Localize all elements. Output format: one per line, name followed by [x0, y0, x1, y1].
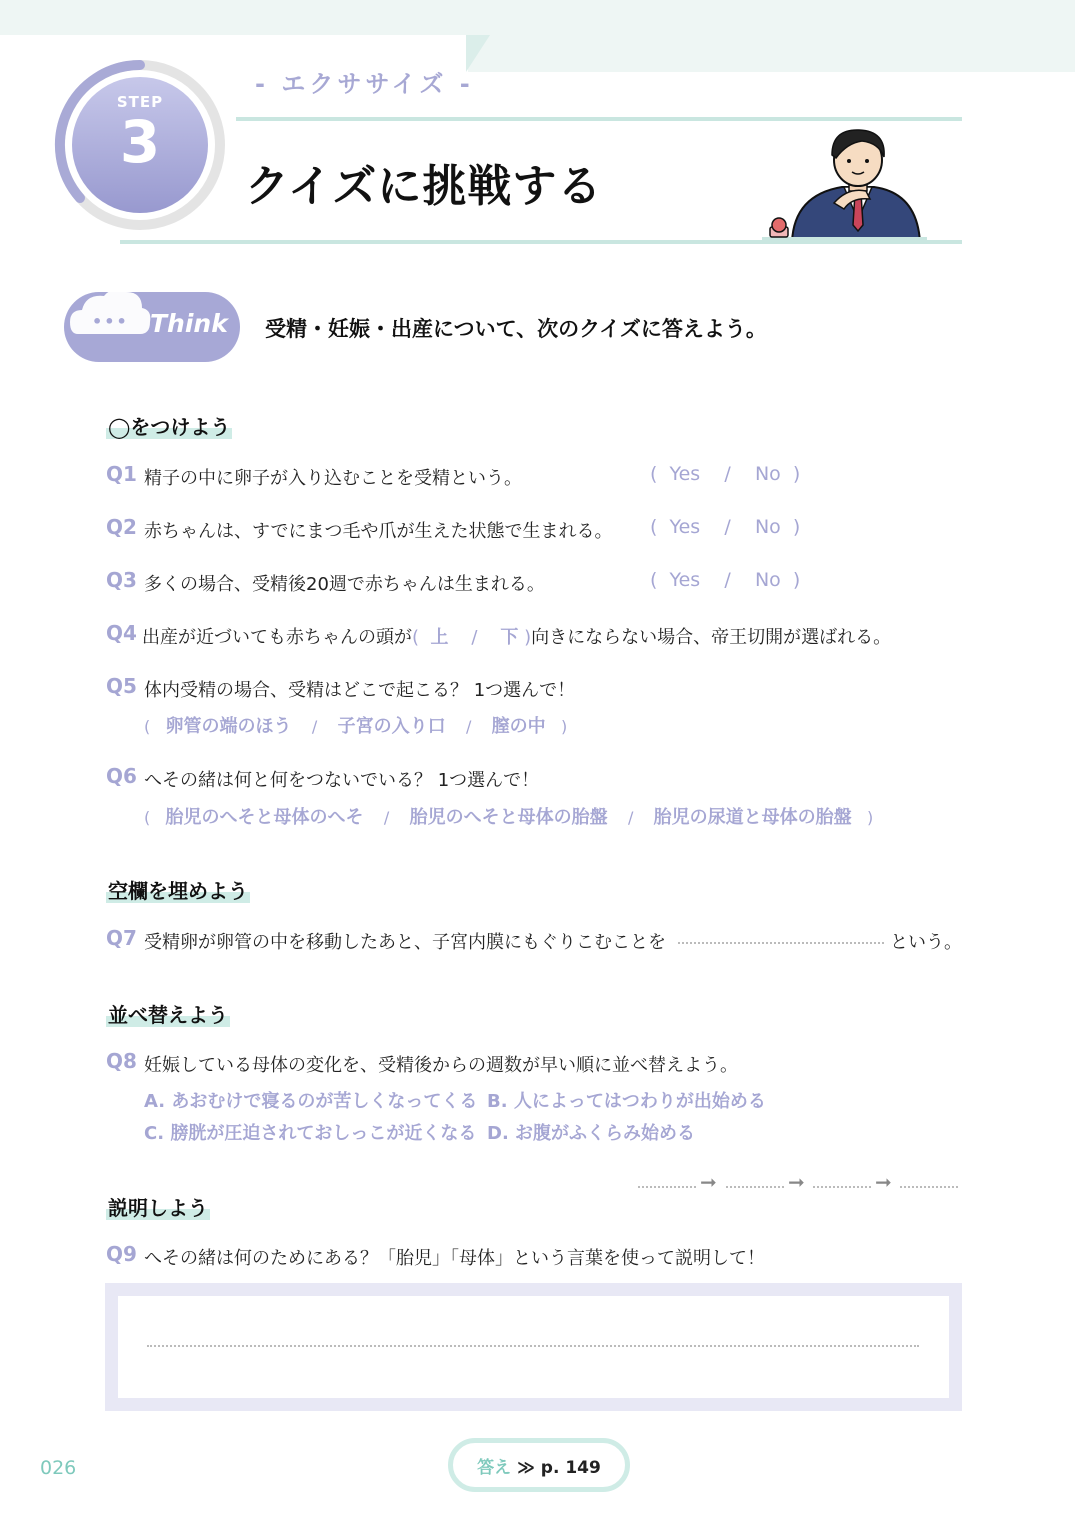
q7-number: Q7 [106, 926, 137, 950]
arrow-icon: ➞ [875, 1170, 892, 1194]
q9-number: Q9 [106, 1242, 137, 1266]
yes-option[interactable]: Yes [669, 569, 701, 591]
q6-number: Q6 [106, 764, 137, 788]
arrow-icon: ➞ [788, 1170, 805, 1194]
q8-option-a: A. あおむけで寝るのが苦しくなってくる [144, 1091, 478, 1112]
yes-option[interactable]: Yes [669, 516, 701, 538]
order-blank-4[interactable] [900, 1186, 958, 1188]
q4-number: Q4 [106, 621, 137, 645]
order-blank-3[interactable] [813, 1186, 871, 1188]
q5-option-3[interactable]: 膣の中 [491, 716, 546, 737]
subtitle: - エクササイズ - [255, 70, 474, 98]
q7-text: 受精卵が卵管の中を移動したあと、子宮内膜にもぐりこむことを [144, 932, 666, 953]
title-rule-top [236, 117, 962, 121]
chevron-icon: ≫ [517, 1458, 535, 1478]
section-heading-order: 並べ替えよう [108, 1003, 228, 1027]
cloud-dots: ••• [92, 312, 129, 331]
host-illustration [762, 125, 927, 242]
q8-option-d: D. お腹がふくらみ始める [487, 1123, 696, 1144]
q8-text: 妊娠している母体の変化を、受精後からの週数が早い順に並べ替えよう。 [144, 1055, 738, 1076]
q4-text: 出産が近づいても赤ちゃんの頭が( 上 / 下 )向きにならない場合、帝王切開が選ばれる。 [142, 627, 892, 648]
q5-option-1[interactable]: 卵管の端のほう [165, 716, 292, 737]
answer-area[interactable] [118, 1296, 949, 1398]
page-number: 026 [40, 1457, 77, 1479]
section-heading-fill: 空欄を埋めよう [108, 879, 248, 903]
q5-text: 体内受精の場合、受精はどこで起こる？ 1つ選んで！ [144, 680, 576, 701]
q6-text: へその緒は何と何をつないでいる？ 1つ選んで！ [144, 770, 540, 791]
no-option[interactable]: No [754, 569, 781, 591]
order-blank-2[interactable] [726, 1186, 784, 1188]
q5-number: Q5 [106, 674, 137, 698]
q2-yesno[interactable]: ( Yes / No ) [650, 516, 801, 538]
q6-option-1[interactable]: 胎児のへそと母体のへそ [165, 807, 364, 828]
section-heading-explain: 説明しよう [108, 1196, 208, 1220]
q1-yesno[interactable]: ( Yes / No ) [650, 463, 801, 485]
q7-suffix: という。 [890, 932, 962, 953]
q1-text: 精子の中に卵子が入り込むことを受精という。 [144, 468, 522, 489]
q2-number: Q2 [106, 515, 137, 539]
q8-number: Q8 [106, 1049, 137, 1073]
no-option[interactable]: No [754, 463, 781, 485]
q6-options: ( 胎児のへそと母体のへそ / 胎児のへそと母体の胎盤 / 胎児の尿道と母体の胎盤 ) [144, 807, 874, 828]
q3-number: Q3 [106, 568, 137, 592]
step-label: STEP [116, 93, 164, 111]
step-number: 3 [119, 108, 161, 176]
q2-text: 赤ちゃんは、すでにまつ毛や爪が生えた状態で生まれる。 [144, 521, 613, 542]
no-option[interactable]: No [754, 516, 781, 538]
answer-line[interactable] [147, 1345, 919, 1347]
q3-text: 多くの場合、受精後20週で赤ちゃんは生まれる。 [144, 574, 545, 595]
page-title: クイズに挑戦する [245, 161, 603, 212]
q4-option-down[interactable]: 下 [500, 627, 519, 648]
q7-blank[interactable] [678, 942, 884, 944]
q6-option-2[interactable]: 胎児のへそと母体の胎盤 [409, 807, 608, 828]
q9-text: へその緒は何のためにある？「胎児」「母体」という言葉を使って説明して！ [144, 1248, 765, 1269]
q4-option-up[interactable]: 上 [430, 627, 449, 648]
q1-number: Q1 [106, 462, 137, 486]
order-blank-1[interactable] [638, 1186, 696, 1188]
think-label: Think [150, 309, 228, 338]
q6-option-3[interactable]: 胎児の尿道と母体の胎盤 [653, 807, 852, 828]
q8-option-c: C. 膀胱が圧迫されておしっこが近くなる [144, 1123, 477, 1144]
answer-label: 答え [477, 1458, 512, 1478]
q8-option-b: B. 人によってはつわりが出始める [487, 1091, 766, 1112]
answer-page: p. 149 [540, 1458, 601, 1478]
instruction: 受精・妊娠・出産について、次のクイズに答えよう。 [265, 317, 767, 341]
arrow-icon: ➞ [700, 1170, 717, 1194]
q3-yesno[interactable]: ( Yes / No ) [650, 569, 801, 591]
q5-option-2[interactable]: 子宮の入り口 [337, 716, 446, 737]
section-heading-circle: ◯をつけよう [108, 415, 231, 439]
q5-options: ( 卵管の端のほう / 子宮の入り口 / 膣の中 ) [144, 716, 568, 737]
answer-reference[interactable] [448, 1438, 630, 1492]
yes-option[interactable]: Yes [669, 463, 701, 485]
